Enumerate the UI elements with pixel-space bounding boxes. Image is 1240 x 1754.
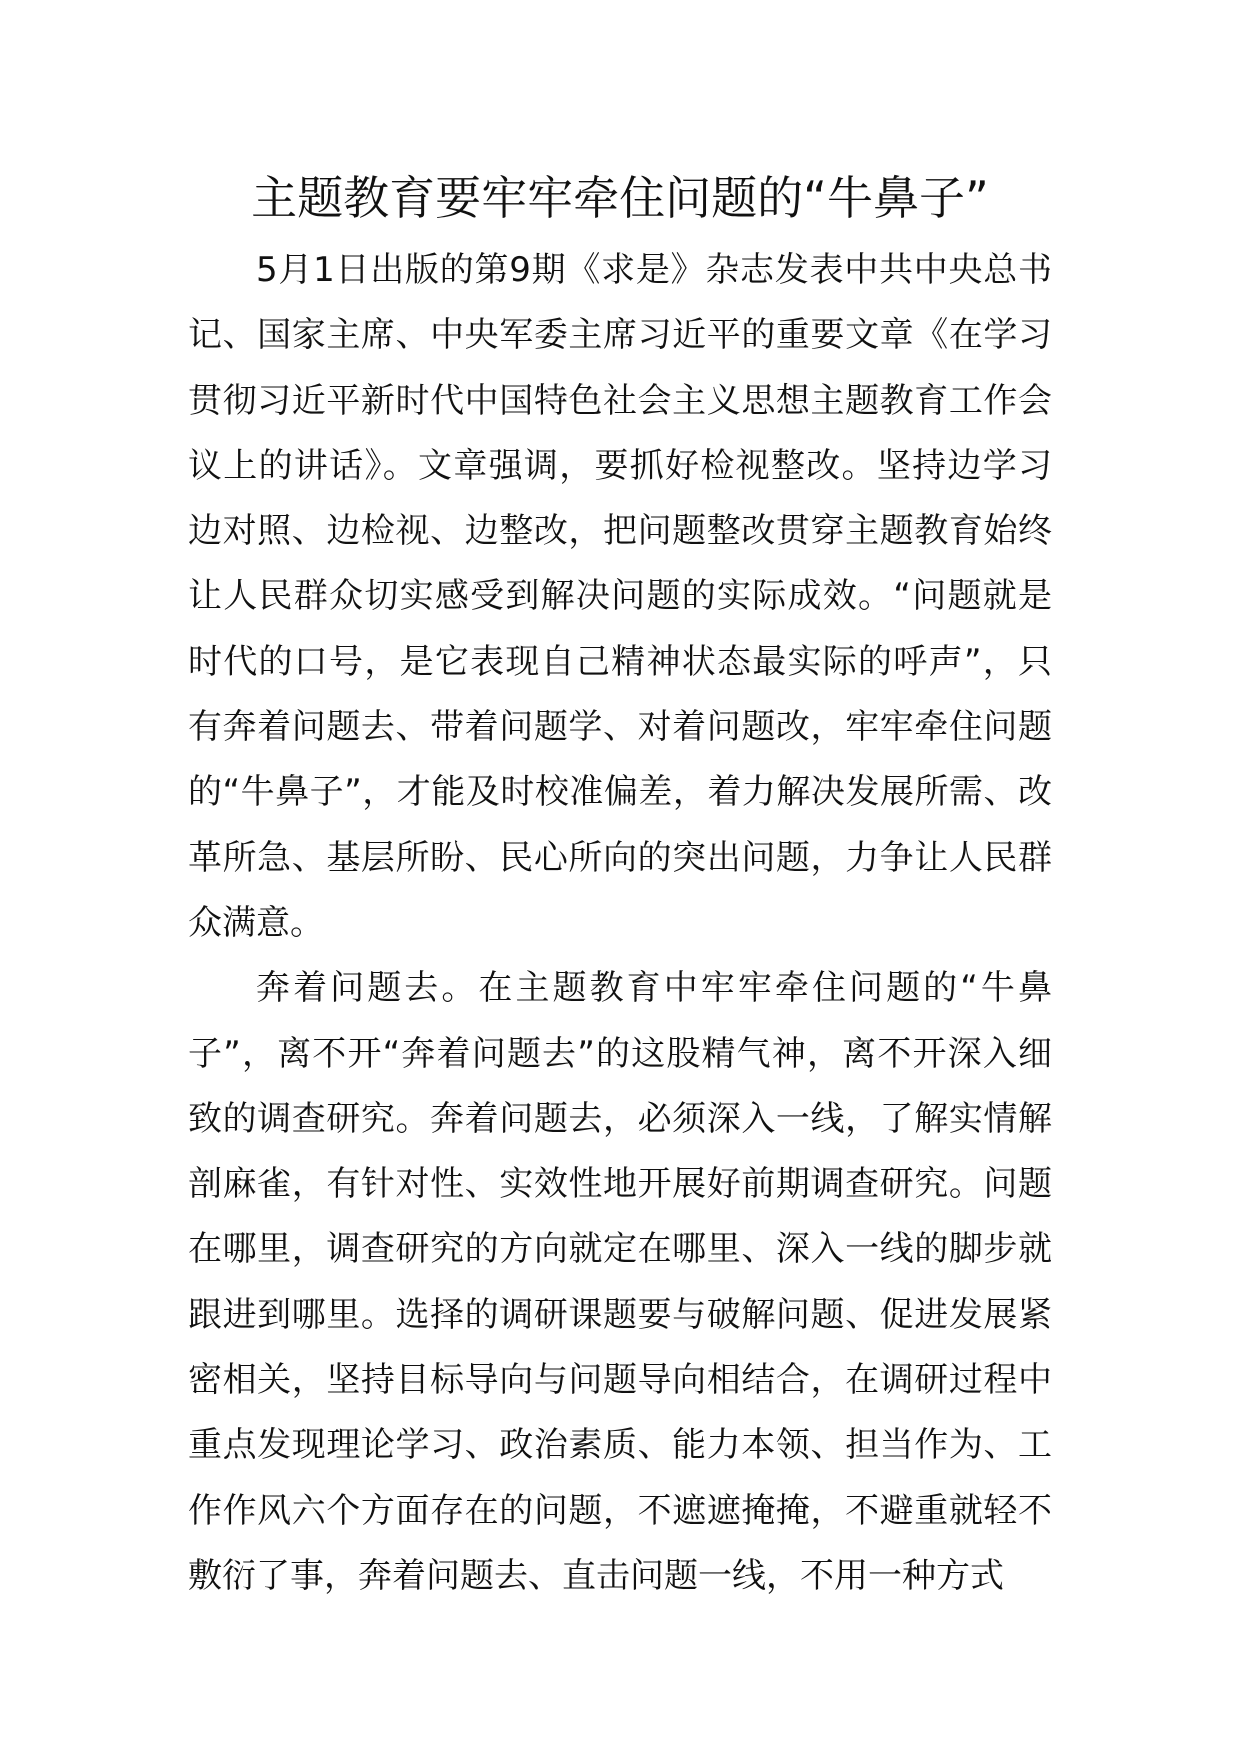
paragraph-2: 奔着问题去。在主题教育中牢牢牵住问题的“牛鼻子”，离不开“奔着问题去”的这股精气神，离不开深入细致的调查研究。奔着问题去，必须深入一线，了解实情解剖麻雀，有针对性、实效性地开展好前期调查研究。问题在哪里，调查研究的方向就定在哪里、深入一线的脚步就跟进到哪里。选择的调研课题要与破解问题、促进发展紧密相关，坚持目标导向与问题导向相结合，在调研过程中重点发现理论学习、政治素质、能力本领、担当作为、工作作风六个方面存在的问题，不遮遮掩掩，不避重就轻不敷衍了事，奔着问题去、直击问题一线，不用一种方式	[188, 968, 1052, 1596]
document-title: 主题教育要牢牢牵住问题的“牛鼻子”	[251, 171, 989, 225]
document-body	[188, 238, 1052, 1609]
paragraph-1: 5月1日出版的第9期《求是》杂志发表中共中央总书记、国家主席、中央军委主席习近平的重要文章《在学习贯彻习近平新时代中国特色社会主义思想主题教育工作会议上的讲话》。文章强调，要抓好检视整改。坚持边学习边对照、边检视、边整改，把问题整改贯穿主题教育始终让人民群众切实感受到解决问题的实际成效。“问题就是时代的口号，是它表现自己精神状态最实际的呼声”，只有奔着问题去、带着问题学、对着问题改，牢牢牵住问题的“牛鼻子”，才能及时校准偏差，着力解决发展所需、改革所急、基层所盼、民心所向的突出问题，力争让人民群众满意。	[188, 250, 1052, 943]
